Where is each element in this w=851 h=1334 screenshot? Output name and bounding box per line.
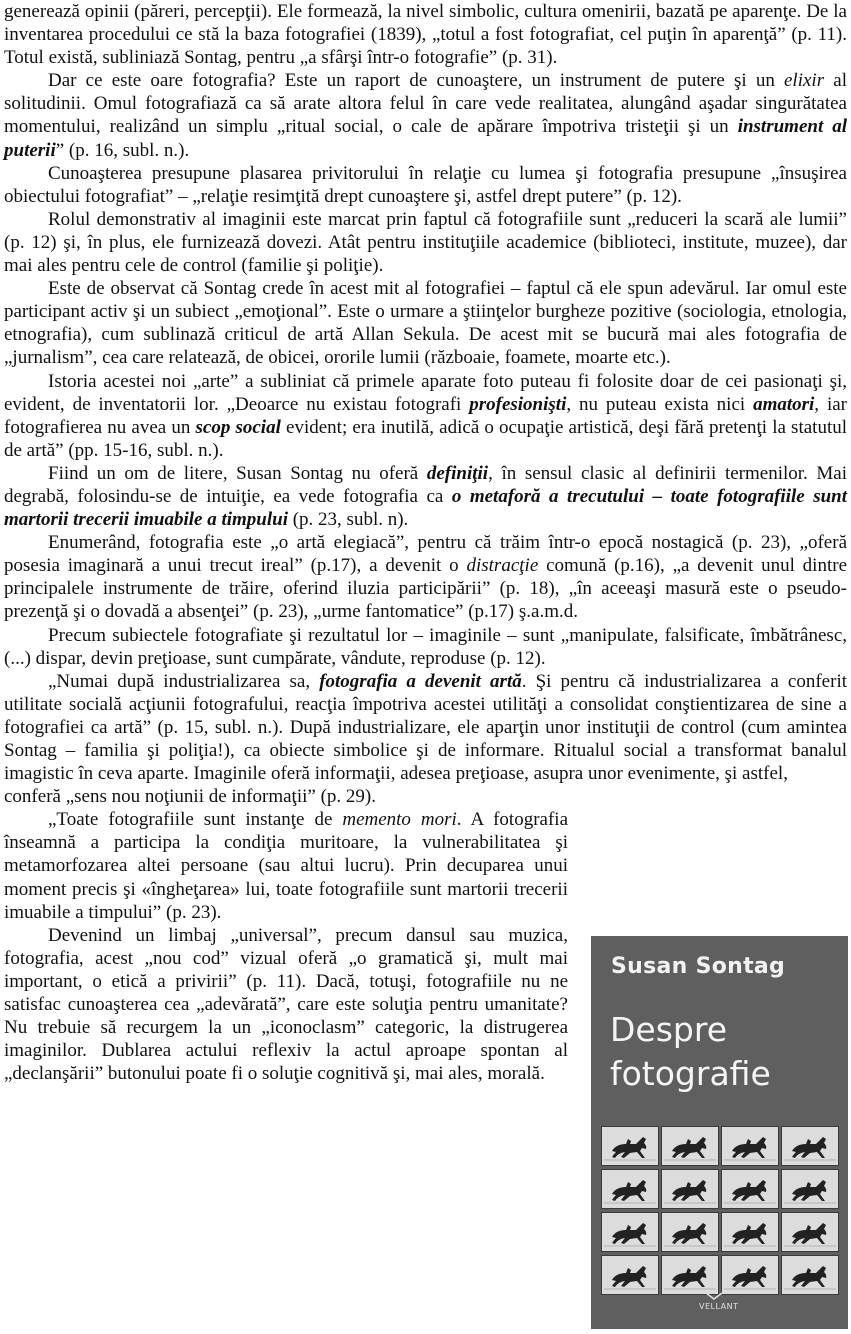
paragraph (4, 808, 568, 923)
text-run: , iar fotografierea nu avea un (4, 393, 847, 438)
text-run: Dar ce este oare fotografia? Este un raport de cunoaştere, un instrument de putere şi un (48, 70, 784, 92)
text-run: generează opinii (păreri, percepţii). Ele formează, la nivel simbolic, cultura omenirii, bazată pe aparenţe. De la inventarea procedului ce stă la baza fotografiei (1839), „totul a fost fotografiat, cel puţin în aparenţă” (p. 11). Totul există, subliniază Sontag, pentru „a sfârşi într-o fotografie” (p. 31). (4, 1, 847, 69)
horse-motion-frames (601, 1126, 839, 1296)
paragraph (4, 924, 568, 1086)
paragraph (4, 462, 847, 531)
text-run: conferă „sens nou noţiunii de informaţii” (p. 29). (4, 786, 376, 808)
cover-publisher: VELLANT (699, 1302, 739, 1311)
galloping-horse-icon (601, 1169, 659, 1209)
text-run: evident; era inutilă, adică o ocupaţie artistică, deşi fără pretenţi la statutul de artă” (pp. 15-16, subl. n.). (4, 416, 847, 461)
text-run: , în sensul clasic al definirii termenilor. Mai degrabă, folosindu-se de intuiţie, ea vede fotografia ca (4, 462, 848, 507)
emphasis-bold-italic: definiţii (426, 462, 489, 484)
paragraph (4, 208, 847, 277)
galloping-horse-icon (721, 1126, 779, 1166)
publisher-logo-icon (705, 1292, 723, 1300)
paragraph (4, 162, 847, 208)
galloping-horse-icon (661, 1169, 719, 1209)
cover-author: Susan Sontag (611, 954, 786, 979)
galloping-horse-icon (601, 1126, 659, 1166)
text-run: „Toate fotografiile sunt instanţe de (48, 809, 343, 831)
galloping-horse-icon (781, 1169, 839, 1209)
text-run: Devenind un limbaj „universal”, precum dansul sau muzica, fotografia, acest „nou cod” vizual oferă „o gramatică şi, mult mai important, o etică a privirii” (p. 11). Dacă, totuşi, fotografiile nu ne satisfac cunoaşterea cea „adevărată”, care este soluţia pentru umanitate? Nu trebuie să recurgem la un „iconoclasm” categoric, la distrugerea imaginilor. Dublarea actului reflexiv la actul aproape spontan al „declanşării” butonului poate fi o soluţie cognitivă şi, mai ales, morală. (4, 924, 568, 1085)
text-run: Este de observat că Sontag crede în acest mit al fotografiei – faptul că ele spun adevărul. Iar omul este participant activ şi un subiect „emoţional”. Este o urmare a ştiinţelor burgheze pozitive (sociologia, etnologia, etnografia), cum sublinază criticul de artă Allan Sekula. De acest mit se bucură mai ales fotografia de „jurnalism”, cea care relatează, de obicei, ororile lumii (războaie, foamete, moarte etc.). (4, 278, 847, 369)
emphasis-bold-italic: instrument al puterii (4, 116, 847, 161)
text-run: Fiind un om de litere, Susan Sontag nu oferă (48, 462, 427, 484)
text-run: Precum subiectele fotografiate şi rezultatul lor – imaginile – sunt „manipulate, falsificate, îmbătrânesc, (...) dispar, devin preţioase, sunt cumpărate, vândute, reproduse (p. 12). (4, 624, 847, 669)
text-run: . Şi pentru că industrializarea a conferit utilitate socială acţiunii fotografului, reacţia împotriva acestei utilităţi a consolidat conştientizarea de sine a fotografiei ca artă” (p. 15, subl. n.). După industrializare, ele aparţin unor instituţii de control (cum amintea Sontag – familia şi poliţia!), ca obiecte simbolice şi de informare. Ritualul social a transformat banalul imagistic în ceva aparte. Imaginile oferă informaţii, adesea preţioase, asupra unor evenimente, şi astfel, (4, 670, 848, 785)
galloping-horse-icon (781, 1255, 839, 1295)
cover-title (610, 1008, 840, 1096)
paragraph (4, 624, 847, 670)
paragraph (4, 0, 847, 69)
text-run: , nu puteau exista nici (566, 393, 754, 415)
galloping-horse-icon (601, 1255, 659, 1295)
galloping-horse-icon (721, 1169, 779, 1209)
emphasis-bold-italic: amatori (753, 393, 815, 415)
paragraph (4, 670, 847, 785)
article-body (4, 0, 847, 1085)
emphasis-italic: memento mori (342, 809, 457, 831)
galloping-horse-icon (661, 1126, 719, 1166)
galloping-horse-icon (781, 1212, 839, 1252)
text-run: . A fotografia înseamnă a participa la condiţia muritoare, la vulnerabilitatea şi metamorfozarea altei persoane (sau altui lucru). Prin decuparea unui moment precis şi «îngheţarea» lui, toate fotografiile sunt martorii trecerii imuabile a timpului” (p. 23). (4, 809, 569, 923)
emphasis-bold-italic: scop social (195, 416, 281, 438)
paragraph (4, 531, 847, 623)
galloping-horse-icon (661, 1212, 719, 1252)
galloping-horse-icon (721, 1212, 779, 1252)
paragraph (4, 69, 847, 161)
galloping-horse-icon (661, 1255, 719, 1295)
text-run: Enumerând, fotografia este „o artă elegiacă”, pentru că trăim într-o epocă nostagică (p. 23), „oferă posesia imaginară a unui trecut ireal” (p.17), a devenit o (4, 532, 847, 577)
text-run: (p. 23, subl. n). (287, 509, 409, 531)
paragraph (4, 370, 847, 462)
paragraph (4, 785, 568, 808)
emphasis-bold-italic: fotografia a devenit artă (319, 670, 522, 692)
text-run: „Numai după industrializarea sa, (48, 670, 320, 692)
emphasis-italic: elixir (784, 70, 825, 92)
text-run: Cunoaşterea presupune plasarea privitorului în relaţie cu lumea şi fotografia presupune „însuşirea obiectului fotografiat” – „relaţie resimţită drept cunoaştere şi, astfel drept putere” (p. 12). (4, 162, 847, 207)
emphasis-bold-italic: profesionişti (469, 393, 567, 415)
emphasis-bold-italic: o metaforă a trecutului – toate fotografiile sunt martorii trecerii imuabile a timpului (4, 485, 848, 531)
text-run: ” (p. 16, subl. n.). (55, 139, 190, 161)
cover-title-line-2: fotografie (610, 1054, 771, 1093)
galloping-horse-icon (781, 1126, 839, 1166)
cover-title-line-1: Despre (610, 1010, 727, 1049)
text-run: al solitudinii. Omul fotografiază ca să arate altora felul în care vede realitatea, alungând aşadar singurătatea momentului, realizând un simplu „ritual social, o cale de apărare împotriva tristeţii şi un (4, 70, 847, 138)
book-cover-image (591, 936, 848, 1329)
text-run: comună (p.16), „a devenit unul dintre principalele instrumente de trăire, oferind iluzia participării” (p. 18), „în aceeaşi masură este o pseudo-prezenţă şi o dovadă a absenţei” (p. 23), „urme fantomatice” (p.17) ş.a.m.d. (4, 555, 848, 623)
galloping-horse-icon (601, 1212, 659, 1252)
text-run: Istoria acestei noi „arte” a subliniat că primele aparate foto puteau fi folosite doar de cei pasionaţi şi, evident, de inventatorii lor. „Deoarce nu existau fotografi (4, 370, 847, 415)
galloping-horse-icon (721, 1255, 779, 1295)
text-run: Rolul demonstrativ al imaginii este marcat prin faptul că fotografiile sunt „reduceri la scară ale lumii” (p. 12) şi, în plus, ele furnizează dovezi. Atât pentru instituţiile academice (biblioteci, institute, muzee), dar mai ales pentru cele de control (familie şi poliţie). (4, 208, 847, 277)
emphasis-italic: distracţie (466, 555, 539, 577)
paragraph (4, 277, 847, 369)
